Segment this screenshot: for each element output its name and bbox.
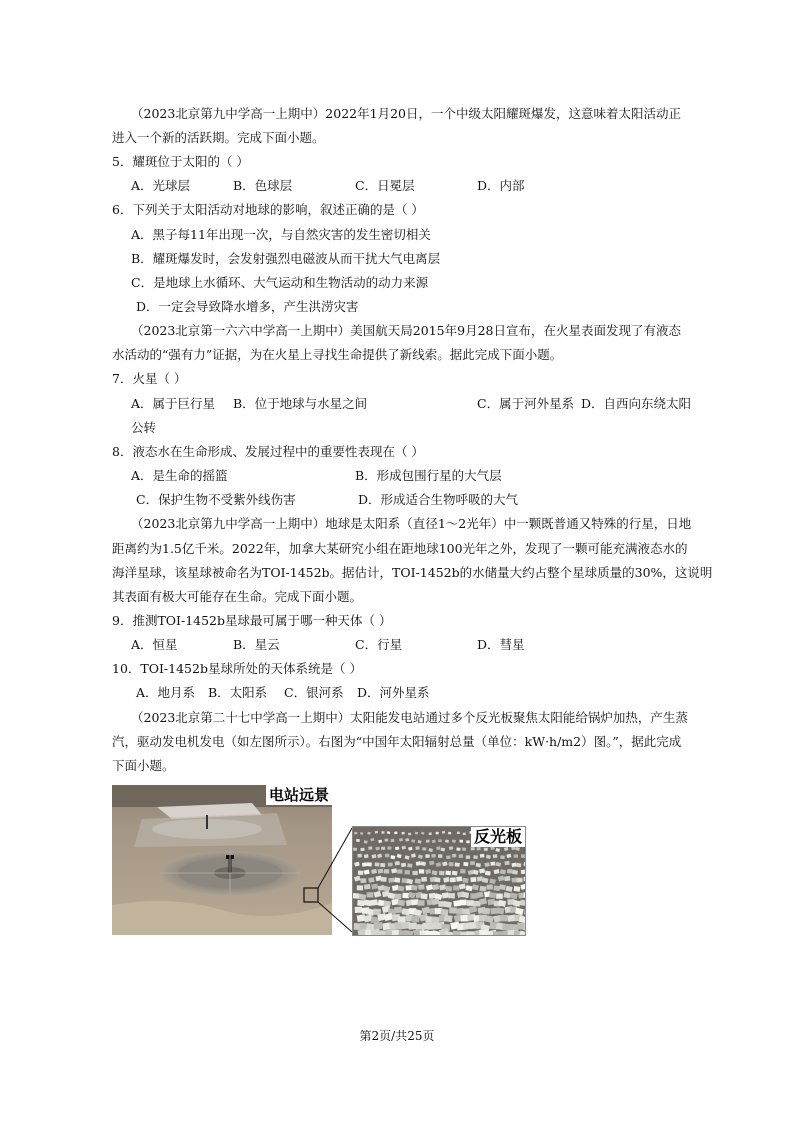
passage-line: 下面小题。 [112, 758, 175, 773]
passage-line: 水活动的“强有力”证据，为在火星上寻找生命提供了新线索。据此完成下面小题。 [112, 347, 563, 362]
option-d: D．自西向东绕太阳 [581, 396, 692, 411]
option-d: D．河外星系 [357, 685, 430, 700]
passage-line: 距离约为1.5亿千米。2022年，加拿大某研究小组在距地球100光年之外，发现了一颗可能充满液态水的 [112, 541, 688, 556]
option-c: C．行星 [355, 637, 403, 652]
option-c: C．保护生物不受紫外线伤害 [136, 492, 296, 507]
option-a: A．是生命的摇篮 [131, 468, 228, 483]
photo-label-left: 电站远景 [266, 785, 332, 805]
question-stem: 8．液态水在生命形成、发展过程中的重要性表现在（ ） [112, 444, 424, 459]
question-stem: 7．火星（ ） [112, 371, 187, 386]
passage-line: （2023北京第二十七中学高一上期中）太阳能发电站通过多个反光板聚焦太阳能给锅炉加热，产生蒸 [131, 710, 688, 725]
passage-line: （2023北京第九中学高一上期中）2022年1月20日，一个中级太阳耀斑爆发，这意味着太阳活动正 [131, 106, 681, 121]
power-station-photo [112, 785, 332, 935]
passage-line: 海洋星球，该星球被命名为TOI-1452b。据估计，TOI-1452b的水储量大约占整个星球质量的30%，这说明 [112, 565, 713, 580]
option-d-continued: 公转 [131, 420, 157, 435]
power-station-image [112, 785, 332, 935]
passage-line: （2023北京第一六六中学高一上期中）美国航天局2015年9月28日宣布，在火星表面发现了有液态 [131, 323, 681, 338]
option-c: C．属于河外星系 [477, 396, 575, 411]
option-b: B．太阳系 [208, 685, 268, 700]
option-c: C．是地球上水循环、大气运动和生物活动的动力来源 [131, 275, 429, 290]
option-d: D．形成适合生物呼吸的大气 [358, 492, 519, 507]
passage-line: 汽，驱动发电机发电（如左图所示）。右图为“中国年太阳辐射总量（单位：kW·h/m2）图。”，据此完成 [112, 734, 682, 749]
option-b: B．形成包围行星的大气层 [355, 468, 502, 483]
option-d: D．彗星 [477, 637, 525, 652]
option-a: A．地月系 [136, 685, 196, 700]
option-a: A．黑子每11年出现一次，与自然灾害的发生密切相关 [131, 227, 431, 242]
passage-line: 进入一个新的活跃期。完成下面小题。 [112, 130, 325, 145]
option-a: A．光球层 [131, 178, 191, 193]
reflector-photo [352, 826, 526, 936]
option-d: D．一定会导致降水增多，产生洪涝灾害 [136, 299, 359, 314]
option-b: B．色球层 [233, 178, 293, 193]
question-stem: 9．推测TOI-1452b星球最可属于哪一种天体（ ） [112, 613, 392, 628]
page-number: 第2页/共25页 [359, 1029, 435, 1043]
option-d: D．内部 [477, 178, 525, 193]
option-c: C．银河系 [284, 685, 344, 700]
passage-line: 其表面有极大可能存在生命。完成下面小题。 [112, 589, 363, 604]
question-stem: 6．下列关于太阳活动对地球的影响，叙述正确的是（ ） [112, 202, 424, 217]
question-stem: 10．TOI-1452b星球所处的天体系统是（ ） [112, 661, 362, 676]
option-b: B．星云 [233, 637, 280, 652]
question-stem: 5．耀斑位于太阳的（ ） [112, 154, 249, 169]
option-b: B．位于地球与水星之间 [233, 396, 368, 411]
option-b: B．耀斑爆发时，会发射强烈电磁波从而干扰大气电离层 [131, 251, 441, 266]
option-c: C．日冕层 [355, 178, 415, 193]
photo-label-right: 反光板 [471, 827, 525, 847]
option-a: A．属于巨行星 [131, 396, 216, 411]
passage-line: （2023北京第九中学高一上期中）地球是太阳系（直径1～2光年）中一颗既普通又特殊的行星，日地 [131, 516, 692, 531]
option-a: A．恒星 [131, 637, 178, 652]
